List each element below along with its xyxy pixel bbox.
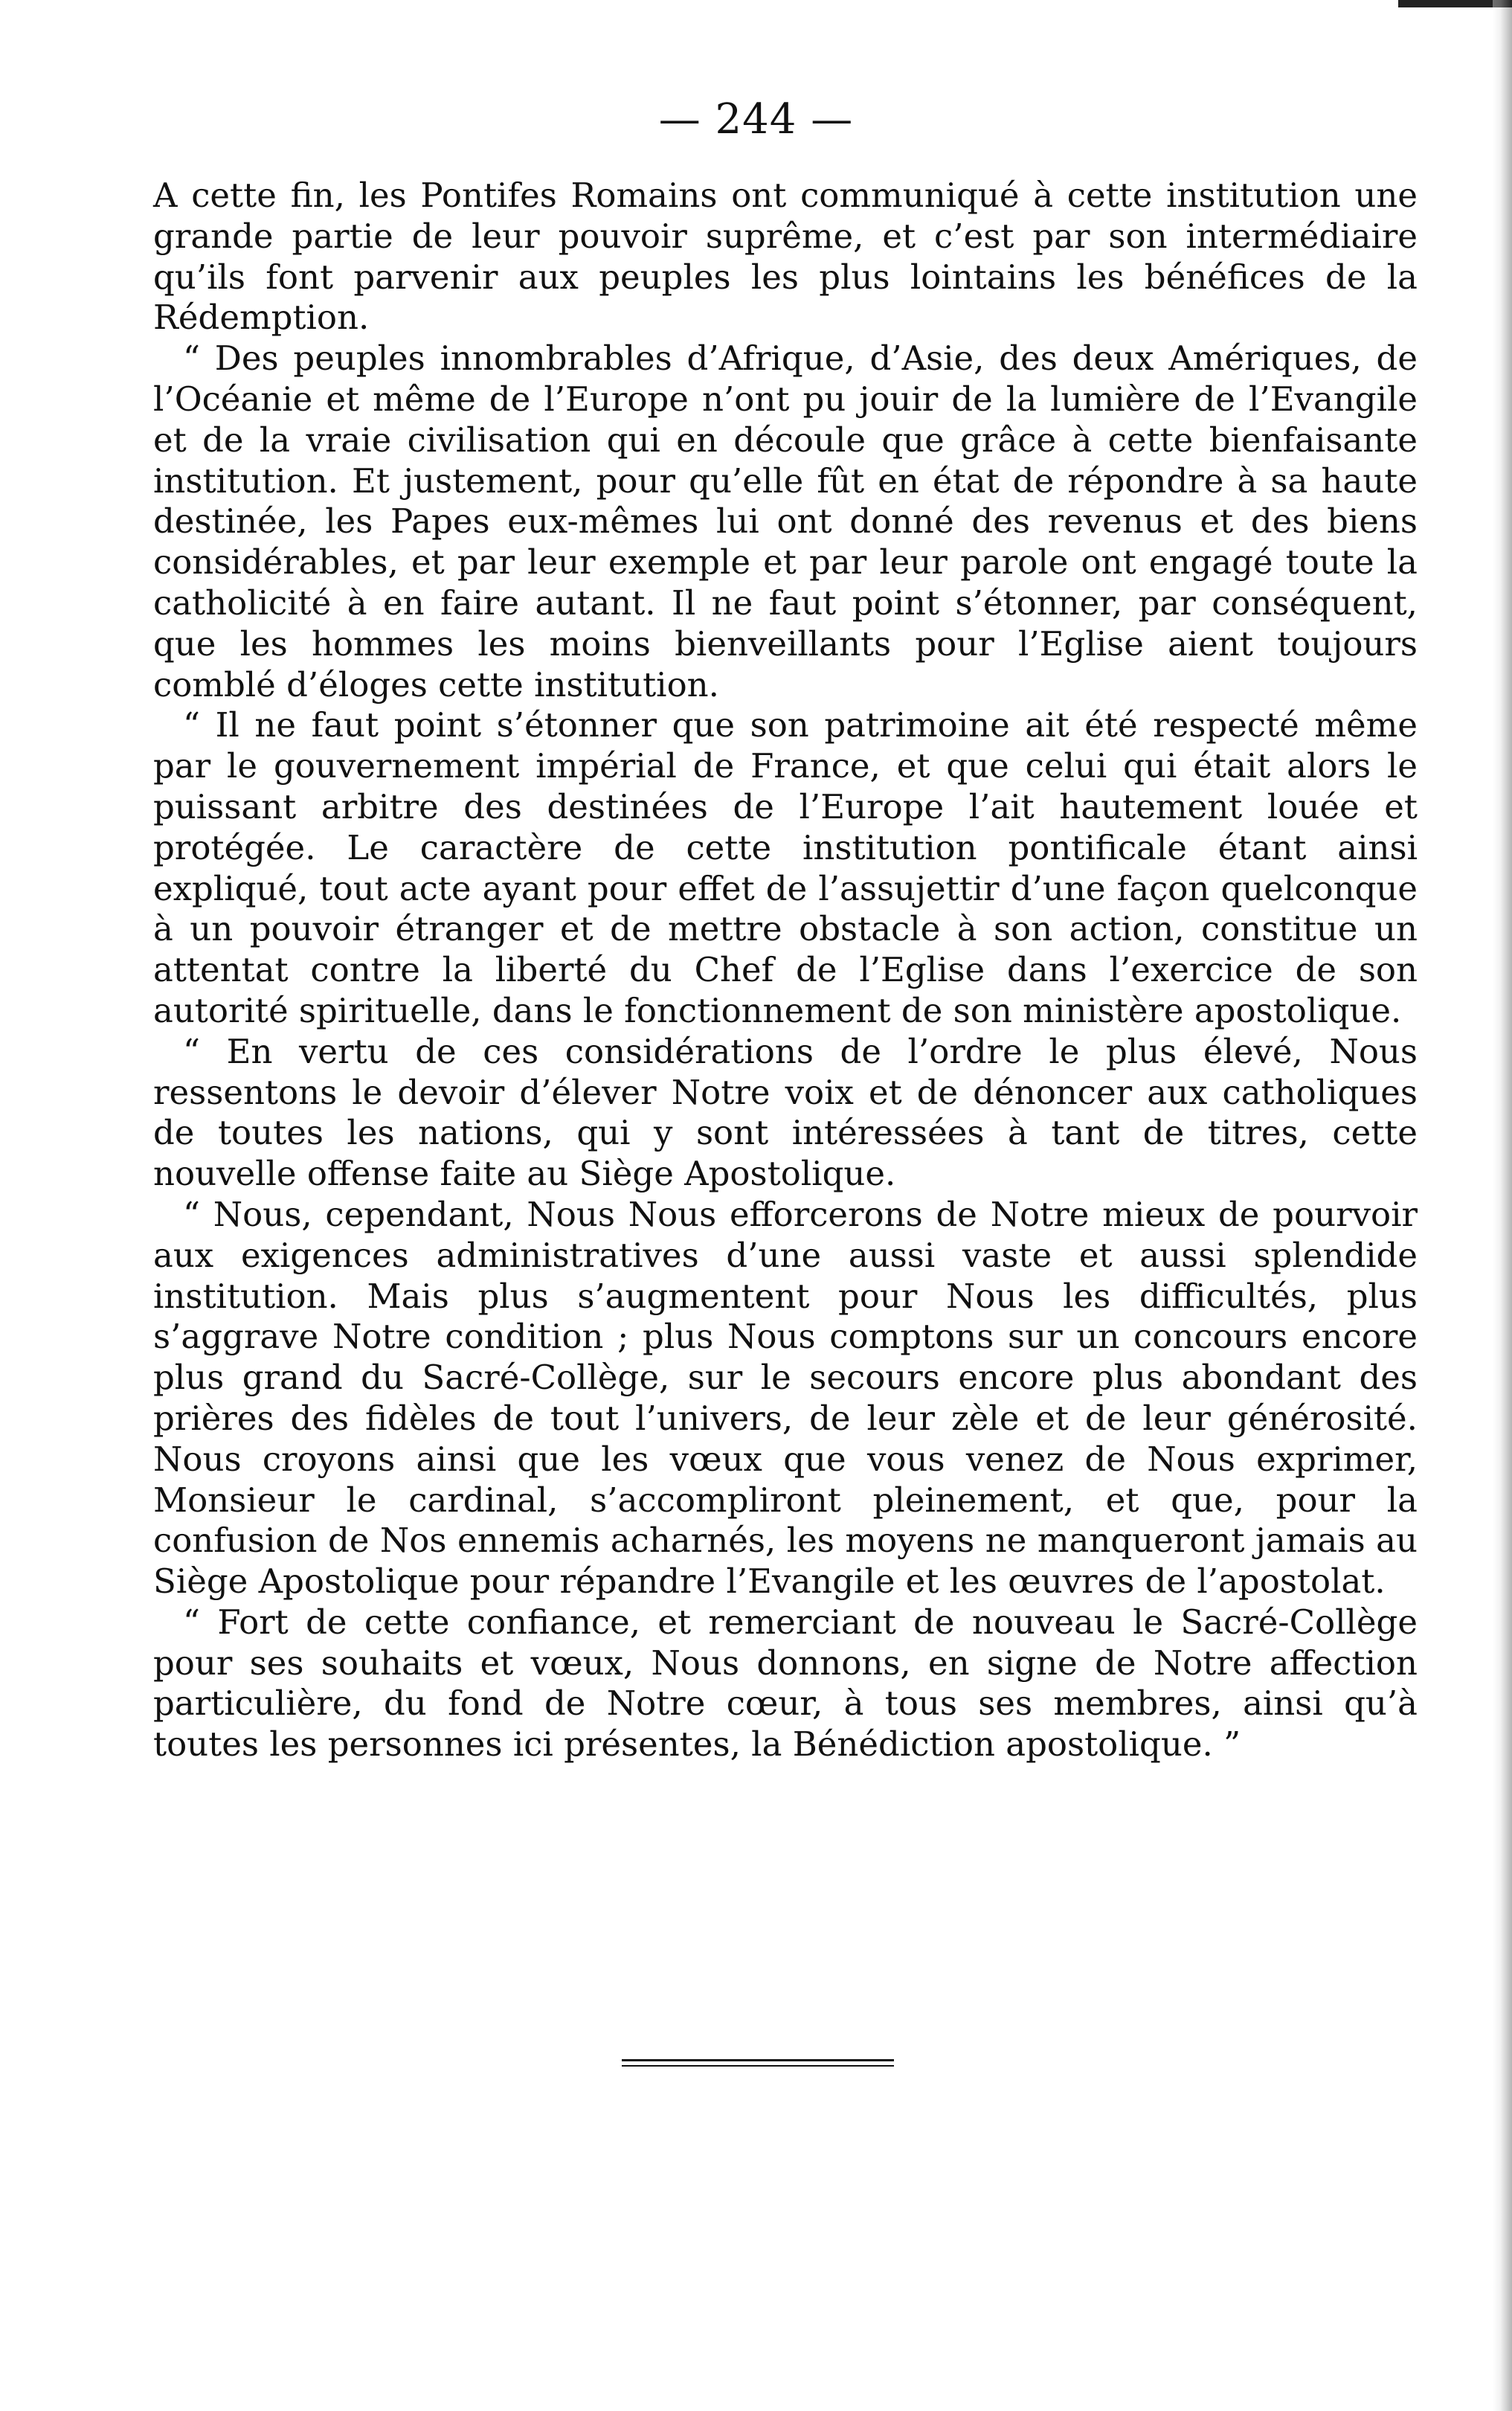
page-number: — 244 —: [658, 95, 854, 144]
paragraph-2: “ Des peuples innombrables d’Afrique, d’Asie, des deux Amériques, de l’Océanie et même de l’Europe n’ont pu jouir de la lumière de l’Evangile et de la vraie civilisation qui en découle que grâce à cette bienfaisante institution. Et justement, pour qu’elle fût en état de répondre à sa haute destinée, les Papes eux-mêmes lui ont donné des revenus et des biens considérables, et par leur exemple et par leur parole ont engagé toute la catholicité à en faire autant. Il ne faut point s’étonner, par conséquent, que les hommes les moins bienveillants pour l’Eglise aient toujours comblé d’éloges cette institution.: [153, 338, 1418, 704]
scan-edge-right: [1493, 0, 1512, 2411]
paragraph-3: “ Il ne faut point s’étonner que son patrimoine ait été respecté même par le gouvernement impérial de France, et que celui qui était alors le puissant arbitre des destinées de l’Europe l’ait hautement louée et protégée. Le caractère de cette institution pontificale étant ainsi expliqué, tout acte ayant pour effet de l’assujettir d’une façon quelconque à un pouvoir étranger et de mettre obstacle à son action, constitue un attentat contre la liberté du Chef de l’Eglise dans l’exercice de son autorité spirituelle, dans le fonctionnement de son ministère apostolique.: [153, 705, 1418, 1030]
paragraph-4: “ En vertu de ces considérations de l’ordre le plus élevé, Nous ressentons le devoir d’élever Notre voix et de dénoncer aux catholiques de toutes les nations, qui y sont intéressées à tant de titres, cette nouvelle offense faite au Siège Apostolique.: [153, 1031, 1418, 1194]
end-rule-second: [622, 2065, 894, 2067]
paragraph-1: A cette fin, les Pontifes Romains ont communiqué à cette institution une grande partie de leur pouvoir suprême, et c’est par son intermédiaire qu’ils font parvenir aux peuples les plus lointains les bénéfices de la Rédemption.: [153, 176, 1418, 338]
paragraph-6: “ Fort de cette confiance, et remerciant de nouveau le Sacré-Collège pour ses souhaits et vœux, Nous donnons, en signe de Notre affection particulière, du fond de Notre cœur, à tous ses membres, ainsi qu’à toutes les personnes ici présentes, la Bénédiction apostolique. ”: [153, 1602, 1418, 1765]
paragraph-5: “ Nous, cependant, Nous Nous efforcerons de Notre mieux de pourvoir aux exigences administratives d’une aussi vaste et aussi splendide institution. Mais plus s’augmentent pour Nous les difficultés, plus s’aggrave Notre condition ; plus Nous comptons sur un concours encore plus grand du Sacré-Collège, sur le secours encore plus abondant des prières des fidèles de tout l’univers, de leur zèle et de leur générosité. Nous croyons ainsi que les vœux que vous venez de Nous exprimer, Monsieur le cardinal, s’accompliront pleinement, et que, pour la confusion de Nos ennemis acharnés, les moyens ne manqueront jamais au Siège Apostolique pour répandre l’Evangile et les œuvres de l’apostolat.: [153, 1194, 1418, 1602]
end-rule: [622, 2059, 894, 2061]
body-text: [153, 176, 1418, 1765]
